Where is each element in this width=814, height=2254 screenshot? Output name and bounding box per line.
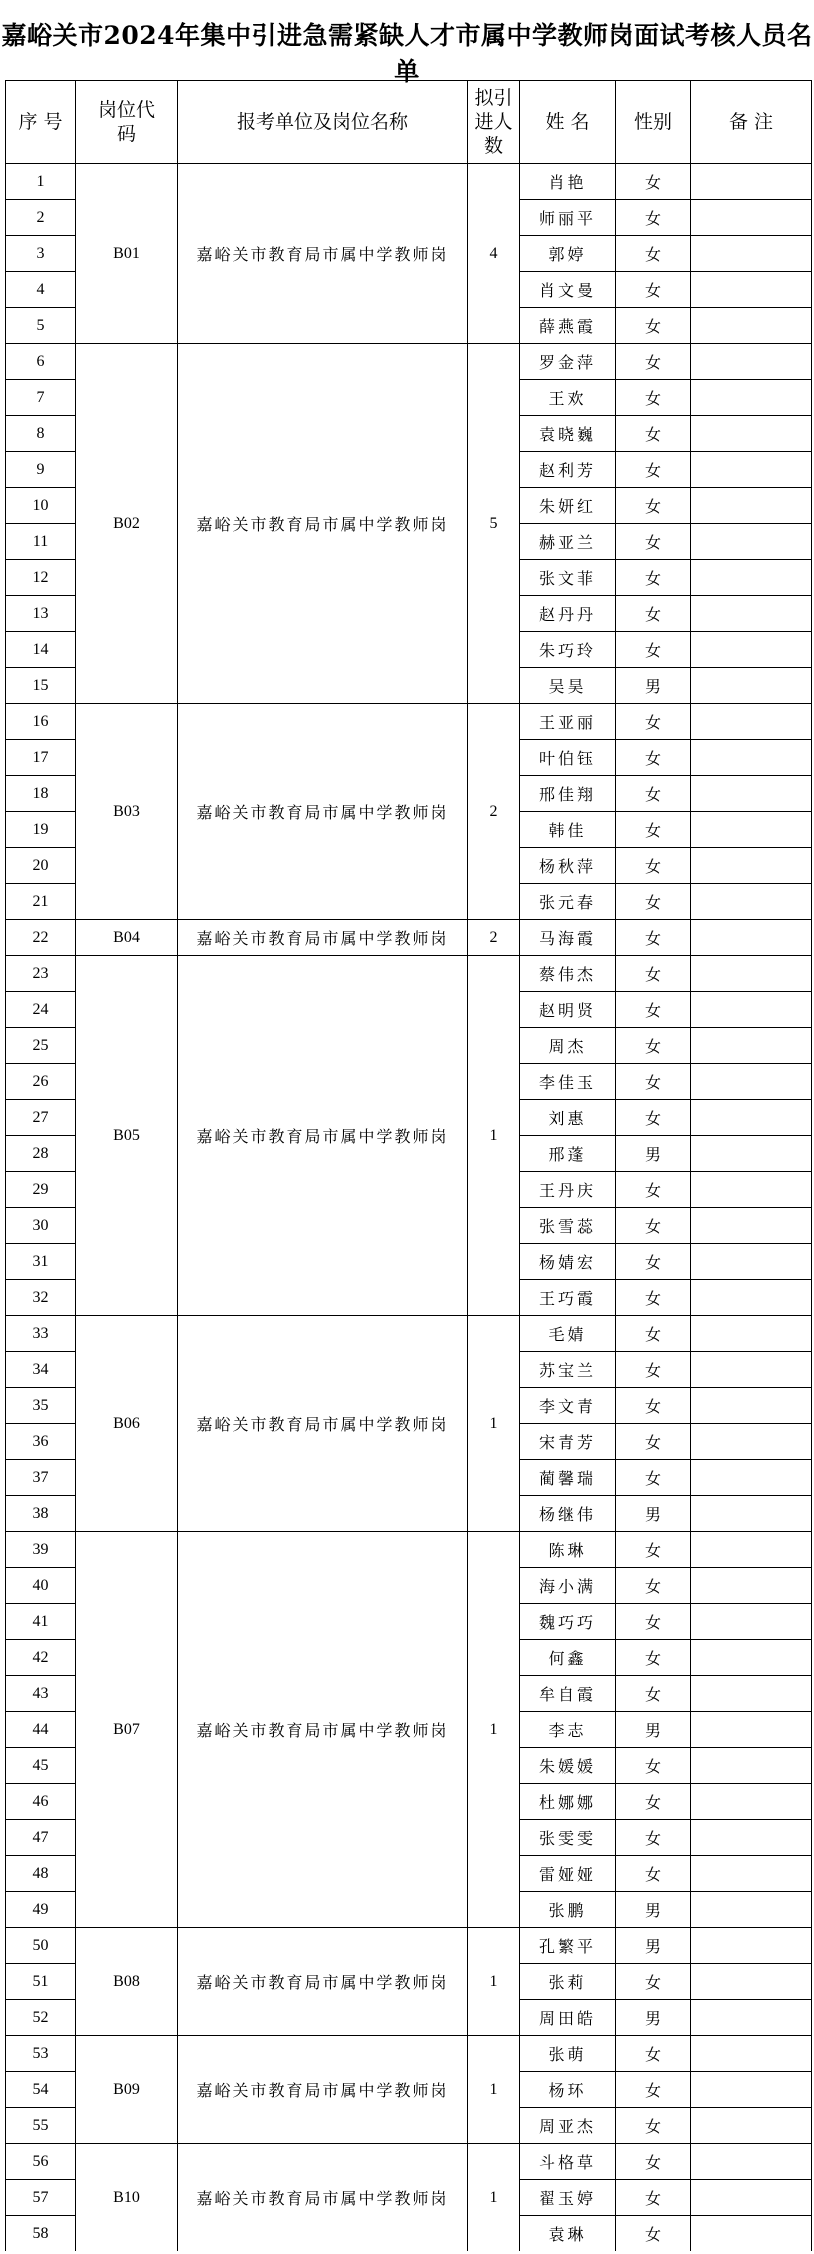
note-cell xyxy=(691,704,812,740)
candidate-name-cell: 蔺馨瑞 xyxy=(520,1460,616,1496)
candidate-name-cell: 翟玉婷 xyxy=(520,2180,616,2216)
table-header xyxy=(6,81,812,164)
gender-cell: 女 xyxy=(616,1028,691,1064)
gender-cell: 女 xyxy=(616,596,691,632)
gender-cell: 女 xyxy=(616,344,691,380)
seq-cell: 9 xyxy=(6,452,76,488)
seq-cell: 45 xyxy=(6,1748,76,1784)
note-cell xyxy=(691,2216,812,2252)
gender-cell: 女 xyxy=(616,1064,691,1100)
candidate-name-cell: 朱巧玲 xyxy=(520,632,616,668)
note-cell xyxy=(691,848,812,884)
candidate-name-cell: 罗金萍 xyxy=(520,344,616,380)
gender-cell: 女 xyxy=(616,164,691,200)
note-cell xyxy=(691,1784,812,1820)
note-cell xyxy=(691,1496,812,1532)
seq-cell: 28 xyxy=(6,1136,76,1172)
seq-cell: 49 xyxy=(6,1892,76,1928)
candidate-name-cell: 吴昊 xyxy=(520,668,616,704)
note-cell xyxy=(691,1100,812,1136)
note-cell xyxy=(691,956,812,992)
seq-cell: 14 xyxy=(6,632,76,668)
candidate-name-cell: 李佳玉 xyxy=(520,1064,616,1100)
note-cell xyxy=(691,1136,812,1172)
gender-cell: 女 xyxy=(616,200,691,236)
gender-cell: 女 xyxy=(616,1316,691,1352)
note-cell xyxy=(691,1244,812,1280)
candidate-name-cell: 海小满 xyxy=(520,1568,616,1604)
table-row xyxy=(6,704,812,740)
document-title: 嘉峪关市2024年集中引进急需紧缺人才市属中学教师岗面试考核人员名单 xyxy=(1,21,813,86)
unit-position-cell: 嘉峪关市教育局市属中学教师岗 xyxy=(178,1316,468,1532)
seq-cell: 42 xyxy=(6,1640,76,1676)
seq-cell: 46 xyxy=(6,1784,76,1820)
seq-cell: 7 xyxy=(6,380,76,416)
gender-cell: 女 xyxy=(616,2216,691,2252)
seq-cell: 30 xyxy=(6,1208,76,1244)
gender-cell: 女 xyxy=(616,1784,691,1820)
candidate-name-cell: 张鹏 xyxy=(520,1892,616,1928)
note-cell xyxy=(691,2072,812,2108)
position-code-cell: B02 xyxy=(76,344,178,704)
candidate-name-cell: 郭婷 xyxy=(520,236,616,272)
table-row xyxy=(6,2036,812,2072)
quota-cell: 5 xyxy=(468,344,520,704)
seq-cell: 22 xyxy=(6,920,76,956)
candidate-name-cell: 魏巧巧 xyxy=(520,1604,616,1640)
unit-position-cell: 嘉峪关市教育局市属中学教师岗 xyxy=(178,1532,468,1928)
gender-cell: 女 xyxy=(616,776,691,812)
seq-cell: 50 xyxy=(6,1928,76,1964)
gender-cell: 女 xyxy=(616,1748,691,1784)
note-cell xyxy=(691,632,812,668)
seq-cell: 39 xyxy=(6,1532,76,1568)
candidate-name-cell: 赵利芳 xyxy=(520,452,616,488)
header-seq: 序 号 xyxy=(6,81,76,164)
seq-cell: 4 xyxy=(6,272,76,308)
note-cell xyxy=(691,1352,812,1388)
table-row xyxy=(6,1532,812,1568)
seq-cell: 20 xyxy=(6,848,76,884)
note-cell xyxy=(691,776,812,812)
position-code-cell: B08 xyxy=(76,1928,178,2036)
seq-cell: 24 xyxy=(6,992,76,1028)
quota-cell: 1 xyxy=(468,2144,520,2252)
quota-cell: 2 xyxy=(468,704,520,920)
seq-cell: 6 xyxy=(6,344,76,380)
gender-cell: 女 xyxy=(616,1172,691,1208)
gender-cell: 女 xyxy=(616,380,691,416)
candidate-name-cell: 刘惠 xyxy=(520,1100,616,1136)
gender-cell: 女 xyxy=(616,308,691,344)
note-cell xyxy=(691,884,812,920)
gender-cell: 女 xyxy=(616,236,691,272)
note-cell xyxy=(691,1172,812,1208)
candidate-name-cell: 赵丹丹 xyxy=(520,596,616,632)
gender-cell: 女 xyxy=(616,524,691,560)
seq-cell: 25 xyxy=(6,1028,76,1064)
note-cell xyxy=(691,2000,812,2036)
gender-cell: 女 xyxy=(616,488,691,524)
note-cell xyxy=(691,1856,812,1892)
gender-cell: 女 xyxy=(616,1964,691,2000)
candidate-name-cell: 韩佳 xyxy=(520,812,616,848)
note-cell xyxy=(691,272,812,308)
gender-cell: 女 xyxy=(616,1568,691,1604)
note-cell xyxy=(691,380,812,416)
gender-cell: 女 xyxy=(616,1460,691,1496)
candidate-name-cell: 周杰 xyxy=(520,1028,616,1064)
seq-cell: 11 xyxy=(6,524,76,560)
header-quota: 拟引进人数 xyxy=(468,81,520,164)
position-code-cell: B01 xyxy=(76,164,178,344)
candidate-name-cell: 赵明贤 xyxy=(520,992,616,1028)
gender-cell: 女 xyxy=(616,632,691,668)
candidate-name-cell: 宋青芳 xyxy=(520,1424,616,1460)
candidate-name-cell: 张雯雯 xyxy=(520,1820,616,1856)
seq-cell: 48 xyxy=(6,1856,76,1892)
seq-cell: 23 xyxy=(6,956,76,992)
seq-cell: 32 xyxy=(6,1280,76,1316)
candidate-name-cell: 李志 xyxy=(520,1712,616,1748)
gender-cell: 女 xyxy=(616,1856,691,1892)
note-cell xyxy=(691,1928,812,1964)
quota-cell: 1 xyxy=(468,1532,520,1928)
seq-cell: 40 xyxy=(6,1568,76,1604)
gender-cell: 女 xyxy=(616,1604,691,1640)
candidate-name-cell: 周田皓 xyxy=(520,2000,616,2036)
candidate-name-cell: 邢蓬 xyxy=(520,1136,616,1172)
gender-cell: 女 xyxy=(616,1352,691,1388)
candidate-name-cell: 肖艳 xyxy=(520,164,616,200)
unit-position-cell: 嘉峪关市教育局市属中学教师岗 xyxy=(178,344,468,704)
note-cell xyxy=(691,1208,812,1244)
seq-cell: 29 xyxy=(6,1172,76,1208)
header-name: 姓 名 xyxy=(520,81,616,164)
candidate-name-cell: 朱妍红 xyxy=(520,488,616,524)
candidate-name-cell: 杜娜娜 xyxy=(520,1784,616,1820)
seq-cell: 43 xyxy=(6,1676,76,1712)
note-cell xyxy=(691,596,812,632)
candidate-name-cell: 师丽平 xyxy=(520,200,616,236)
gender-cell: 女 xyxy=(616,1676,691,1712)
gender-cell: 女 xyxy=(616,416,691,452)
candidate-name-cell: 王欢 xyxy=(520,380,616,416)
seq-cell: 17 xyxy=(6,740,76,776)
seq-cell: 51 xyxy=(6,1964,76,2000)
gender-cell: 女 xyxy=(616,740,691,776)
seq-cell: 21 xyxy=(6,884,76,920)
note-cell xyxy=(691,1532,812,1568)
seq-cell: 13 xyxy=(6,596,76,632)
note-cell xyxy=(691,308,812,344)
note-cell xyxy=(691,1568,812,1604)
position-code-cell: B04 xyxy=(76,920,178,956)
seq-cell: 52 xyxy=(6,2000,76,2036)
candidate-name-cell: 袁琳 xyxy=(520,2216,616,2252)
note-cell xyxy=(691,452,812,488)
gender-cell: 女 xyxy=(616,956,691,992)
candidate-name-cell: 邢佳翔 xyxy=(520,776,616,812)
quota-cell: 4 xyxy=(468,164,520,344)
gender-cell: 女 xyxy=(616,2144,691,2180)
gender-cell: 女 xyxy=(616,1424,691,1460)
header-gender: 性别 xyxy=(616,81,691,164)
candidate-name-cell: 张文菲 xyxy=(520,560,616,596)
candidate-name-cell: 苏宝兰 xyxy=(520,1352,616,1388)
table-body xyxy=(6,164,812,2252)
seq-cell: 18 xyxy=(6,776,76,812)
header-note: 备 注 xyxy=(691,81,812,164)
seq-cell: 58 xyxy=(6,2216,76,2252)
gender-cell: 男 xyxy=(616,668,691,704)
candidate-name-cell: 陈琳 xyxy=(520,1532,616,1568)
gender-cell: 女 xyxy=(616,884,691,920)
seq-cell: 37 xyxy=(6,1460,76,1496)
candidate-name-cell: 王丹庆 xyxy=(520,1172,616,1208)
note-cell xyxy=(691,1064,812,1100)
note-cell xyxy=(691,416,812,452)
gender-cell: 男 xyxy=(616,1136,691,1172)
header-position-code: 岗位代码 xyxy=(76,81,178,164)
seq-cell: 47 xyxy=(6,1820,76,1856)
header-row xyxy=(6,81,812,164)
seq-cell: 35 xyxy=(6,1388,76,1424)
gender-cell: 女 xyxy=(616,812,691,848)
seq-cell: 36 xyxy=(6,1424,76,1460)
gender-cell: 女 xyxy=(616,920,691,956)
note-cell xyxy=(691,1964,812,2000)
candidate-name-cell: 马海霞 xyxy=(520,920,616,956)
candidate-name-cell: 孔繁平 xyxy=(520,1928,616,1964)
table-row xyxy=(6,164,812,200)
table-row xyxy=(6,956,812,992)
table-row xyxy=(6,1316,812,1352)
seq-cell: 8 xyxy=(6,416,76,452)
table-row xyxy=(6,2144,812,2180)
candidate-name-cell: 袁晓巍 xyxy=(520,416,616,452)
unit-position-cell: 嘉峪关市教育局市属中学教师岗 xyxy=(178,956,468,1316)
note-cell xyxy=(691,740,812,776)
seq-cell: 10 xyxy=(6,488,76,524)
candidate-name-cell: 叶伯钰 xyxy=(520,740,616,776)
candidate-name-cell: 杨环 xyxy=(520,2072,616,2108)
seq-cell: 53 xyxy=(6,2036,76,2072)
gender-cell: 男 xyxy=(616,1892,691,1928)
position-code-cell: B05 xyxy=(76,956,178,1316)
candidate-name-cell: 牟自霞 xyxy=(520,1676,616,1712)
candidate-name-cell: 赫亚兰 xyxy=(520,524,616,560)
candidate-name-cell: 毛婧 xyxy=(520,1316,616,1352)
candidate-name-cell: 张元春 xyxy=(520,884,616,920)
note-cell xyxy=(691,1604,812,1640)
seq-cell: 26 xyxy=(6,1064,76,1100)
gender-cell: 女 xyxy=(616,1280,691,1316)
gender-cell: 男 xyxy=(616,2000,691,2036)
seq-cell: 19 xyxy=(6,812,76,848)
candidate-name-cell: 何鑫 xyxy=(520,1640,616,1676)
note-cell xyxy=(691,1280,812,1316)
note-cell xyxy=(691,1424,812,1460)
note-cell xyxy=(691,1388,812,1424)
quota-cell: 1 xyxy=(468,1316,520,1532)
quota-cell: 1 xyxy=(468,2036,520,2144)
unit-position-cell: 嘉峪关市教育局市属中学教师岗 xyxy=(178,164,468,344)
candidate-table xyxy=(5,80,812,2252)
position-code-cell: B06 xyxy=(76,1316,178,1532)
candidate-name-cell: 杨继伟 xyxy=(520,1496,616,1532)
gender-cell: 男 xyxy=(616,1496,691,1532)
gender-cell: 女 xyxy=(616,848,691,884)
note-cell xyxy=(691,344,812,380)
gender-cell: 女 xyxy=(616,560,691,596)
note-cell xyxy=(691,1748,812,1784)
unit-position-cell: 嘉峪关市教育局市属中学教师岗 xyxy=(178,1928,468,2036)
note-cell xyxy=(691,2180,812,2216)
note-cell xyxy=(691,236,812,272)
gender-cell: 女 xyxy=(616,2072,691,2108)
position-code-cell: B03 xyxy=(76,704,178,920)
seq-cell: 31 xyxy=(6,1244,76,1280)
gender-cell: 女 xyxy=(616,1640,691,1676)
seq-cell: 38 xyxy=(6,1496,76,1532)
gender-cell: 女 xyxy=(616,2036,691,2072)
seq-cell: 12 xyxy=(6,560,76,596)
candidate-name-cell: 蔡伟杰 xyxy=(520,956,616,992)
note-cell xyxy=(691,488,812,524)
quota-cell: 1 xyxy=(468,1928,520,2036)
seq-cell: 16 xyxy=(6,704,76,740)
gender-cell: 女 xyxy=(616,1208,691,1244)
unit-position-cell: 嘉峪关市教育局市属中学教师岗 xyxy=(178,2144,468,2252)
table-row xyxy=(6,920,812,956)
unit-position-cell: 嘉峪关市教育局市属中学教师岗 xyxy=(178,920,468,956)
quota-cell: 1 xyxy=(468,956,520,1316)
position-code-cell: B09 xyxy=(76,2036,178,2144)
gender-cell: 女 xyxy=(616,2180,691,2216)
candidate-name-cell: 张萌 xyxy=(520,2036,616,2072)
note-cell xyxy=(691,1640,812,1676)
note-cell xyxy=(691,1892,812,1928)
candidate-name-cell: 王亚丽 xyxy=(520,704,616,740)
note-cell xyxy=(691,1820,812,1856)
note-cell xyxy=(691,812,812,848)
seq-cell: 55 xyxy=(6,2108,76,2144)
table-row xyxy=(6,1928,812,1964)
position-code-cell: B10 xyxy=(76,2144,178,2252)
seq-cell: 15 xyxy=(6,668,76,704)
candidate-name-cell: 杨婧宏 xyxy=(520,1244,616,1280)
unit-position-cell: 嘉峪关市教育局市属中学教师岗 xyxy=(178,2036,468,2144)
note-cell xyxy=(691,1316,812,1352)
seq-cell: 3 xyxy=(6,236,76,272)
note-cell xyxy=(691,668,812,704)
gender-cell: 女 xyxy=(616,1244,691,1280)
gender-cell: 女 xyxy=(616,1820,691,1856)
note-cell xyxy=(691,1676,812,1712)
candidate-name-cell: 杨秋萍 xyxy=(520,848,616,884)
table-row xyxy=(6,344,812,380)
note-cell xyxy=(691,2108,812,2144)
unit-position-cell: 嘉峪关市教育局市属中学教师岗 xyxy=(178,704,468,920)
gender-cell: 男 xyxy=(616,1712,691,1748)
seq-cell: 34 xyxy=(6,1352,76,1388)
seq-cell: 41 xyxy=(6,1604,76,1640)
candidate-name-cell: 张雪蕊 xyxy=(520,1208,616,1244)
note-cell xyxy=(691,1028,812,1064)
candidate-name-cell: 王巧霞 xyxy=(520,1280,616,1316)
note-cell xyxy=(691,2144,812,2180)
seq-cell: 56 xyxy=(6,2144,76,2180)
candidate-name-cell: 斗格草 xyxy=(520,2144,616,2180)
candidate-name-cell: 朱媛媛 xyxy=(520,1748,616,1784)
note-cell xyxy=(691,200,812,236)
note-cell xyxy=(691,560,812,596)
gender-cell: 女 xyxy=(616,704,691,740)
seq-cell: 33 xyxy=(6,1316,76,1352)
candidate-name-cell: 张莉 xyxy=(520,1964,616,2000)
gender-cell: 男 xyxy=(616,1928,691,1964)
note-cell xyxy=(691,1712,812,1748)
candidate-name-cell: 雷娅娅 xyxy=(520,1856,616,1892)
seq-cell: 2 xyxy=(6,200,76,236)
candidate-name-cell: 周亚杰 xyxy=(520,2108,616,2144)
note-cell xyxy=(691,1460,812,1496)
seq-cell: 1 xyxy=(6,164,76,200)
note-cell xyxy=(691,164,812,200)
candidate-name-cell: 李文青 xyxy=(520,1388,616,1424)
gender-cell: 女 xyxy=(616,992,691,1028)
gender-cell: 女 xyxy=(616,452,691,488)
gender-cell: 女 xyxy=(616,2108,691,2144)
gender-cell: 女 xyxy=(616,1100,691,1136)
note-cell xyxy=(691,992,812,1028)
header-unit-position: 报考单位及岗位名称 xyxy=(178,81,468,164)
note-cell xyxy=(691,2036,812,2072)
seq-cell: 54 xyxy=(6,2072,76,2108)
gender-cell: 女 xyxy=(616,1532,691,1568)
candidate-name-cell: 薛燕霞 xyxy=(520,308,616,344)
gender-cell: 女 xyxy=(616,1388,691,1424)
quota-cell: 2 xyxy=(468,920,520,956)
seq-cell: 27 xyxy=(6,1100,76,1136)
seq-cell: 57 xyxy=(6,2180,76,2216)
position-code-cell: B07 xyxy=(76,1532,178,1928)
seq-cell: 44 xyxy=(6,1712,76,1748)
note-cell xyxy=(691,920,812,956)
note-cell xyxy=(691,524,812,560)
seq-cell: 5 xyxy=(6,308,76,344)
gender-cell: 女 xyxy=(616,272,691,308)
candidate-name-cell: 肖文曼 xyxy=(520,272,616,308)
